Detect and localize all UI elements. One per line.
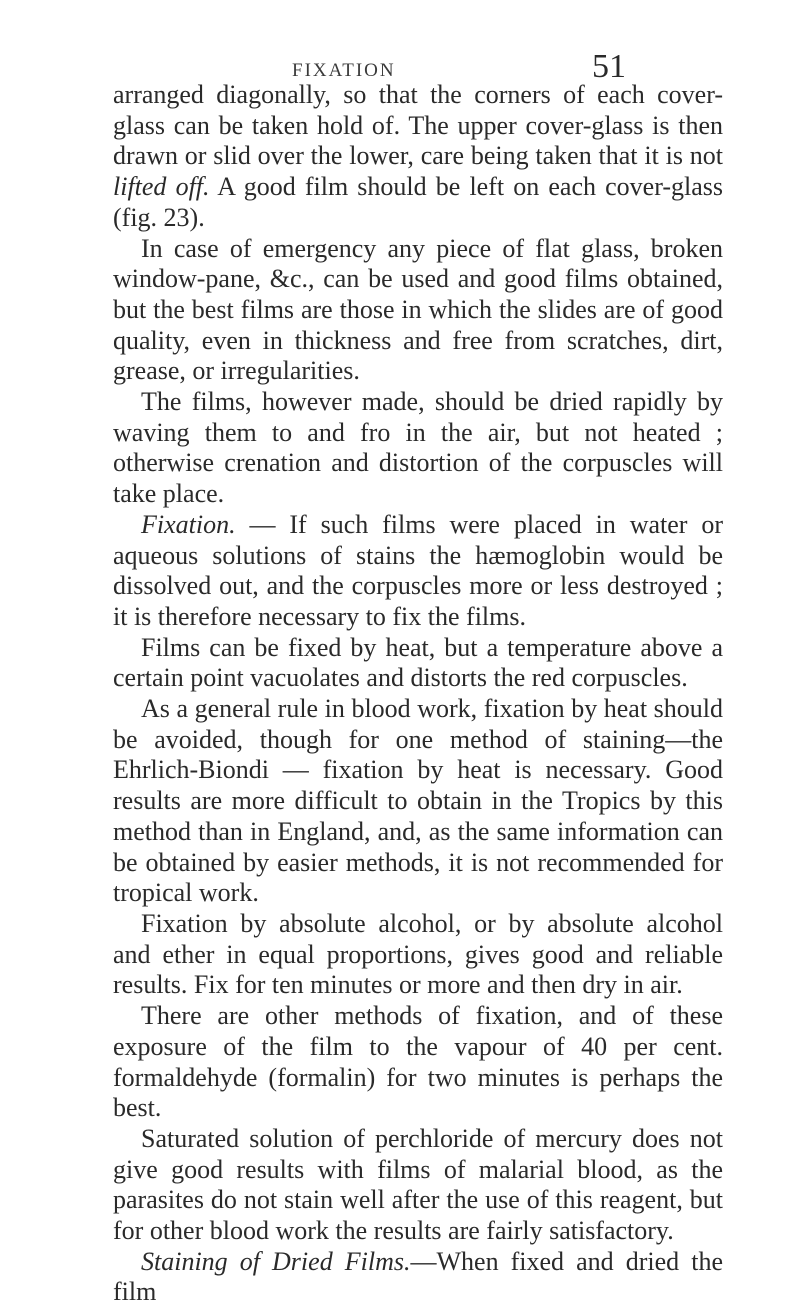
text-segment: As a general rule in blood work, fixation by heat should be avoided, though for one method of staining—the Ehrlich-Biondi — fixation by heat is necessary. Good results are more difficult to obtain in the Tropics by this method than in England, and, as the same information can be obtained by easier methods, it is not recommended for tropical work. (113, 694, 723, 908)
text-segment: The films, however made, should be dried rapidly by waving them to and fro in the air, but not heated ; otherwise crenation and distortion of the corpuscles will take place. (113, 387, 723, 509)
text-segment: arranged diagonally, so that the corners of each cover-glass can be taken hold of. The upper cover-glass is then drawn or slid over the lower, care being taken that it is not (113, 80, 723, 171)
section-heading-fixation: Fixation. (141, 509, 236, 539)
paragraph-2 (113, 234, 723, 388)
text-segment: —When fixed and dried the film (113, 1246, 723, 1307)
paragraph-7 (113, 909, 723, 1001)
paragraph-fixation (113, 510, 723, 633)
page-number: 51 (592, 48, 626, 85)
text-segment: Saturated solution of perchloride of mercury does not give good results with films of malarial blood, as the parasites do not stain well after the use of this reagent, but for other blood work the results are fairly satisfactory. (113, 1123, 723, 1246)
text-segment: Films can be fixed by heat, but a temperature above a certain point vacuolates and distorts the red corpuscles. (113, 632, 723, 693)
paragraph-staining (113, 1247, 723, 1308)
running-title: FIXATION (292, 60, 396, 81)
paragraph-8 (113, 1001, 723, 1124)
text-segment: In case of emergency any piece of flat glass, broken window-pane, &c., can be used and good films obtained, but the best films are those in which the slides are of good quality, even in thickness and free from scratches, dirt, grease, or irregularities. (113, 233, 723, 386)
text-segment: A good film should be left on each cover-glass (fig. 23). (113, 172, 724, 232)
text-segment: There are other methods of fixation, and of these exposure of the film to the vapour of 40 per cent. formaldehyde (formalin) for two minutes is perhaps the best. (113, 1001, 723, 1123)
body-text (113, 80, 723, 1308)
italic-phrase: lifted off. (113, 172, 210, 202)
paragraph-1 (113, 80, 723, 234)
paragraph-6 (113, 694, 723, 909)
section-heading-staining: Staining of Dried Films. (141, 1246, 411, 1276)
paragraph-3 (113, 387, 723, 510)
paragraph-5 (113, 633, 723, 694)
running-head (0, 30, 800, 85)
text-segment: Fixation by absolute alcohol, or by absolute alcohol and ether in equal proportions, gives good and reliable results. Fix for ten minutes or more and then dry in air. (113, 908, 723, 1000)
paragraph-9 (113, 1124, 723, 1247)
text-segment: — If such films were placed in water or aqueous solutions of stains the hæmoglobin would be dissolved out, and the corpuscles more or less destroyed ; it is therefore necessary to fix the films. (113, 509, 723, 631)
